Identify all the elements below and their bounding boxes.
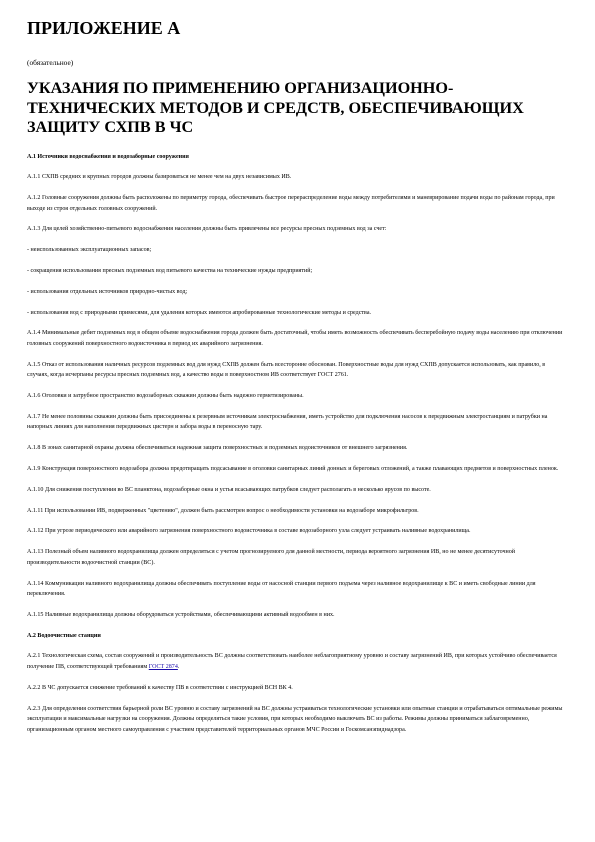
paragraph-a2-2: А.2.2 В ЧС допускается снижение требований к качеству ПВ в соответствии с инструкцией ВСН ВК 4. (27, 684, 293, 691)
appendix-title: ПРИЛОЖЕНИЕ А (27, 18, 181, 38)
paragraph-a1-3: А.1.3 Для целей хозяйственно-питьевого водоснабжения населения должны быть привлечены все ресурсы пресных подземных вод за счет: (27, 226, 387, 233)
appendix-note: (обязательное) (27, 58, 74, 67)
paragraph-a1-15: А.1.15 Наливные водохранилища должны оборудоваться устройствами, обеспечивающими активный водообмен в них. (27, 611, 335, 618)
paragraph-a1-12: А.1.12 При угрозе периодического или аварийного загрязнения поверхностного водоисточника в составе водозаборного узла следует устраивать наливные водохранилища. (27, 528, 471, 535)
paragraph-a1-9: А.1.9 Конструкция поверхностного водозабора должна предотвращать подсасывание в оголовки санитарных линий донных и береговых отложений, а также плавающих предметов и поверхностных пленок. (27, 466, 559, 473)
paragraph-a2-1-text: А.2.1 Технологическая схема, состав сооружений и производительность ВС должны соответствовать наиболее неблагоприятному уровню и составу загрязнений ИВ, при которых устойчиво обеспечивается получение ПВ, соответствующей требованиям (27, 653, 557, 671)
paragraph-a2-1 (27, 651, 568, 672)
gost-2874-link[interactable]: ГОСТ 2874 (148, 664, 178, 671)
paragraph-a1-13: А.1.13 Полезный объем наливного водохранилища должен определяться с учетом прогнозируемого для данной местности, периода вероятного загрязнения ИВ, но не менее десятисуточной производительности водоочистной станции (ВС). (27, 549, 515, 566)
paragraph-a1-7: А.1.7 Не менее половины скважин должны быть присоединены к резервным источникам электроснабжения, иметь устройство для подключения насосов к передвижным электростанциям и патрубки на напорных линиях для наполнения передвижных цистерн и забора воды в переносную тару. (27, 413, 548, 431)
paragraph-a1-11: А.1.11 При использовании ИВ, подверженных "цветению", должен быть рассмотрен вопрос о необходимости установки на водозаборе микрофильтров. (27, 507, 419, 514)
paragraph-a1-6: А.1.6 Оголовки и затрубное пространство водозаборных скважин должны быть надежно герметизированы. (27, 393, 304, 400)
paragraph-a1-10: А.1.10 Для снижения поступления во ВС планктона, водозаборные окна и устья всасывающих патрубков следует располагать в несколько ярусов по высоте. (27, 486, 431, 493)
paragraph-a1-8: А.1.8 В зонах санитарной охраны должна обеспечиваться надежная защита поверхностных и подземных водоисточников от внешнего загрязнения. (27, 445, 408, 452)
paragraph-a2-3: А.2.3 Для определения соответствия барьерной роли ВС уровню и составу загрязнений на ВС должны устраиваться технологические установки или опытные станции и отрабатываться оптимальные режимы эксплуатации и максимальные нагрузки на сооружения. Должны определяться такие условия, при которых необходимо выключать ВС из работы. Режимы должны приниматься заблаговременно, организационным органом местного самоуправления с участием представителей территориальных органов МЧС России и Госкомсанэпиднадзора. (27, 705, 563, 733)
section-heading-a2: А.2 Водоочистные станции (27, 632, 101, 639)
list-item: - использования отдельных источников природно-чистых вод; (27, 288, 188, 295)
list-item: - неиспользованных эксплуатационных запасов; (27, 247, 152, 254)
paragraph-a1-14: А.1.14 Коммуникации наливного водохранилища должны обеспечивать поступление воды от насосной станции первого подъема через наливное водохранилище к ВС и иметь свободные линии для переключения. (27, 580, 536, 598)
main-heading: УКАЗАНИЯ ПО ПРИМЕНЕНИЮ ОРГАНИЗАЦИОННО-ТЕХНИЧЕСКИХ МЕТОДОВ И СРЕДСТВ, ОБЕСПЕЧИВАЮЩИХ ЗАЩИТУ СХПВ В ЧС (27, 79, 524, 136)
paragraph-a2-1-end: . (177, 664, 180, 671)
paragraph-a1-2: А.1.2 Головные сооружения должны быть расположены по периметру города, обеспечивать быстрое перераспределение воды между потребителями и маневрирование подачи воды по районам города, при выходе из строя отдельных головных сооружений. (27, 195, 555, 212)
document-body (27, 152, 568, 736)
paragraph-a1-4: А.1.4 Минимальные дебит подземных вод в общем объеме водоснабжения города должен быть достаточный, чтобы иметь возможность обеспечивать бесперебойную подачу воды населению при отключении головных сооружений поверхностного водоисточника в период их аварийного загрязнения. (27, 330, 563, 347)
list-item: - использования вод с природными примесями, для удаления которых имеются апробированные технологические методы и средства. (27, 309, 372, 316)
list-item: - сокращения использования пресных подземных вод питьевого качества на технические нужды предприятий; (27, 268, 313, 274)
section-heading-a1: А.1 Источники водоснабжения и водозаборные сооружения (27, 153, 189, 160)
document-page (27, 18, 568, 746)
paragraph-a1-1: А.1.1 СХПВ средних и крупных городов должны базироваться не менее чем на двух независимых ИВ. (27, 174, 292, 181)
paragraph-a1-5: А.1.5 Отказ от использования наличных ресурсов подземных вод для нужд СХПВ должен быть всесторонне обоснован. Поверхностные воды для нужд СХПВ допускается использовать, как правило, в случаях, когда исчерпаны ресурсы пресных подземных вод, а качество воды в поверхностном ИВ соответствует ГОСТ 2761. (27, 361, 546, 379)
